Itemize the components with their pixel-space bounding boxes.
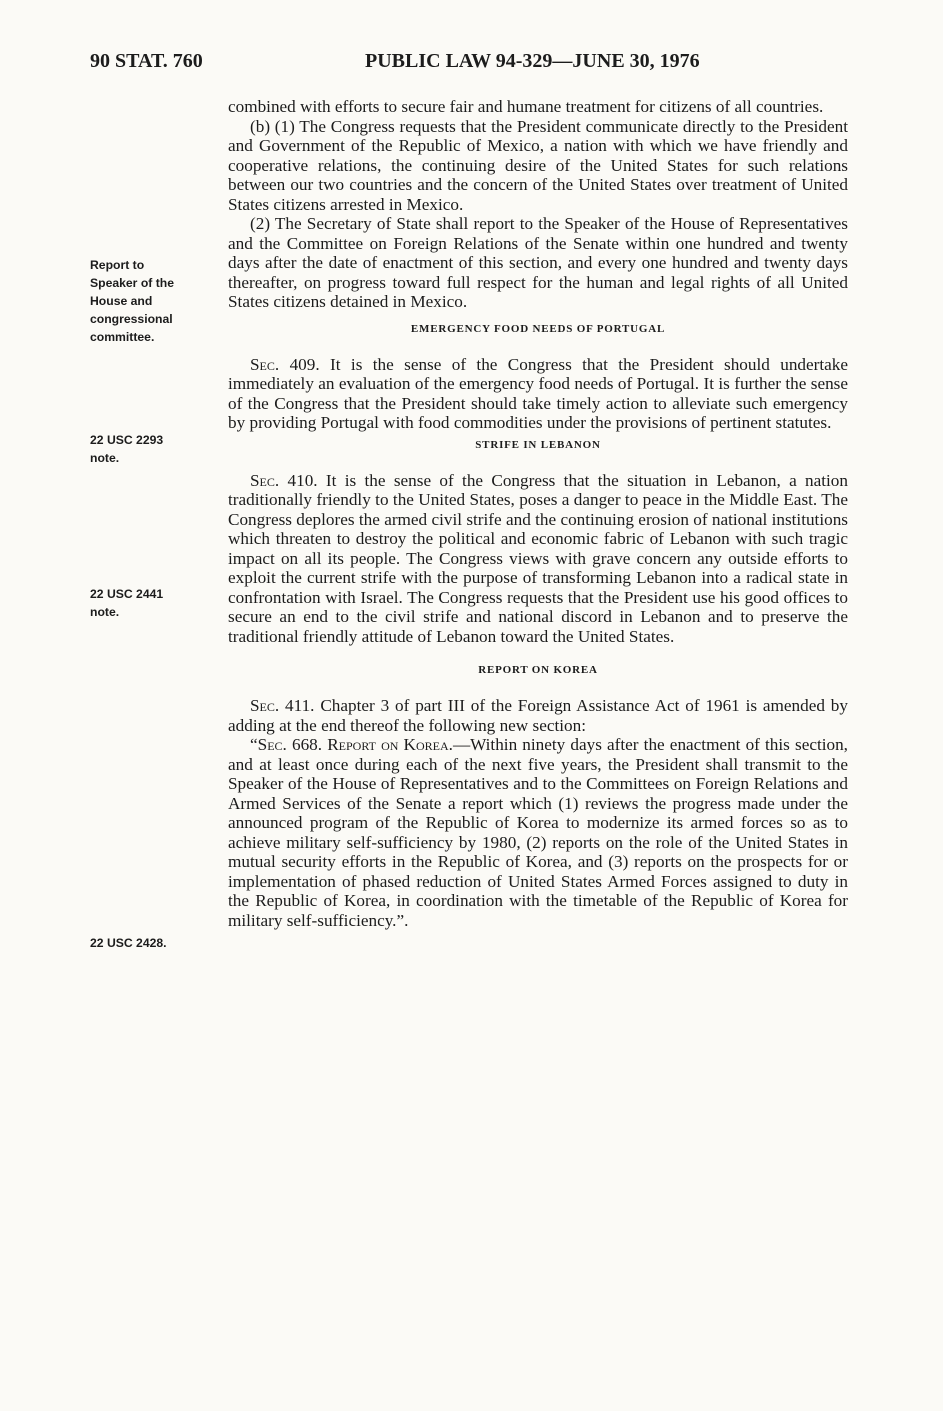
paragraph-b1: (b) (1) The Congress requests that the President communicate directly to the President and Government of the Republic of Mexico, a nation with which we have friendly and cooperative relations, the continuing desire of the United States for such relations between our two countries and the concern of the United States over treatment of United States citizens arrested in Mexico.	[228, 116, 848, 214]
section-heading-portugal: EMERGENCY FOOD NEEDS OF PORTUGAL	[410, 322, 666, 335]
margin-note-line: note.	[90, 605, 120, 619]
margin-note-line: note.	[90, 451, 120, 465]
section-text: —Within ninety days after the enactment of this section, and at least once during each of the next five years, the President shall transmit to the Speaker of the House of Representatives and to the Committees on Foreign Relations and Armed Services of the Senate a report which (1) reviews the progress made under the announced program of the Republic of Korea to modernize its armed forces so as to achieve military self-sufficiency by 1980, (2) reports on the role of the United States in mutual security efforts in the Republic of Korea, and (3) reports on the prospects for or implementation of phased reduction of United States Armed Forces assigned to duty in the Republic of Korea, in coordination with the timetable of the Republic of Korea for military self-sufficiency.”.	[228, 735, 848, 930]
margin-note-usc-2293	[90, 431, 215, 467]
section-text: Chapter 3 of part III of the Foreign Assistance Act of 1961 is amended by adding at the end thereof the following new section:	[228, 696, 848, 735]
margin-note-line: 22 USC 2441	[90, 587, 164, 601]
margin-note-line: committee.	[90, 330, 155, 344]
section-title: Report on Korea.	[327, 735, 453, 754]
section-heading-lebanon: STRIFE IN LEBANON	[475, 438, 601, 451]
stat-page-number: 90 STAT. 760	[90, 50, 203, 72]
section-label: Sec. 410.	[250, 470, 318, 490]
section-668	[228, 735, 848, 930]
paragraph-2: (2) The Secretary of State shall report to the Speaker of the House of Representatives and the Committee on Foreign Relations of the Senate within one hundred and twenty days after the date of enactment of this section, and every one hundred and twenty days thereafter, on progress toward full respect for the human and legal rights of all United States citizens detained in Mexico.	[228, 214, 848, 311]
margin-note-line: Speaker of the	[90, 276, 174, 290]
margin-note-line: Report to	[90, 258, 145, 272]
running-title: PUBLIC LAW 94-329—JUNE 30, 1976	[365, 50, 700, 72]
section-text: It is the sense of the Congress that the President should undertake immediately an evaluation of the emergency food needs of Portugal. It is further the sense of the Congress that the President should take timely action to alleviate such emergency by providing Portugal with food commodities under the provisions of pertinent statutes.	[228, 354, 848, 432]
margin-note-report-to-speaker	[90, 256, 215, 346]
statute-body	[228, 97, 848, 930]
margin-note-line: 22 USC 2293	[90, 433, 164, 447]
margin-note-line: 22 USC 2428.	[90, 936, 167, 950]
section-text: It is the sense of the Congress that the situation in Lebanon, a nation traditionally friendly to the United States, poses a danger to peace in the Middle East. The Congress deplores the armed civil strife and the continuing erosion of national institutions which threaten to destroy the political and economic fabric of Lebanon with such tragic impact on all its people. The Congress views with grave concern any outside efforts to exploit the current strife with the purpose of transforming Lebanon into a radical state in confrontation with Israel. The Congress requests that the President use his good offices to secure an end to the civil strife and national discord in Lebanon and to preserve the traditional friendly attitude of Lebanon toward the United States.	[228, 470, 848, 646]
section-heading-korea: REPORT ON KOREA	[478, 664, 598, 676]
intro-continuation: combined with efforts to secure fair and humane treatment for citizens of all countries.	[228, 97, 824, 116]
section-409	[228, 355, 848, 433]
page-header	[0, 50, 943, 80]
section-410	[228, 471, 848, 647]
section-411	[228, 696, 848, 735]
open-quote: “	[250, 735, 258, 754]
section-label: Sec. 411.	[250, 696, 315, 715]
section-label: Sec. 668.	[257, 735, 323, 754]
margin-note-line: House and	[90, 294, 153, 308]
margin-note-usc-2441	[90, 585, 215, 621]
section-label: Sec. 409.	[250, 354, 320, 374]
margin-note-usc-2428	[90, 934, 215, 952]
margin-note-line: congressional	[90, 312, 173, 326]
